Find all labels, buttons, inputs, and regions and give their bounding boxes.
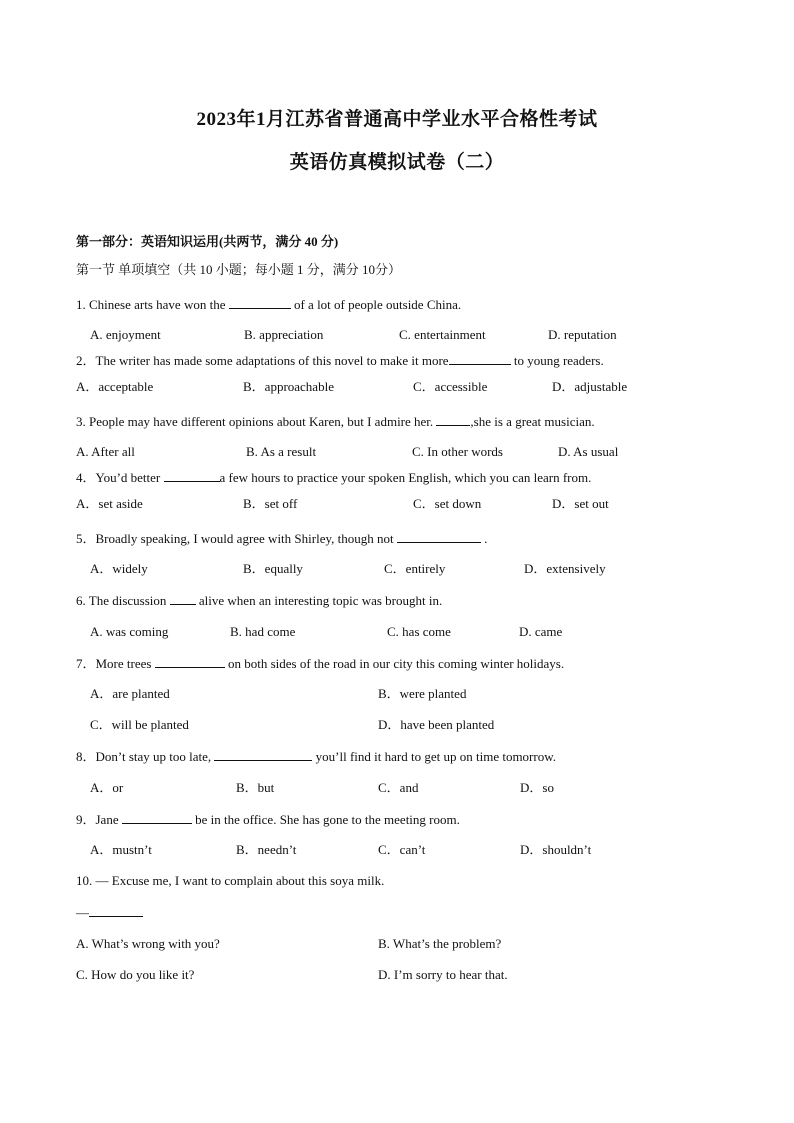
question-6-stem — [76, 592, 442, 609]
question-1-option-a: A. enjoyment — [90, 327, 161, 342]
question-6-option-b: B. had come — [230, 624, 296, 639]
question-5-stem — [76, 530, 487, 547]
answer-blank — [89, 904, 143, 917]
stem-text-a: 3. People may have different opinions about Karen, but I admire her. — [76, 414, 434, 429]
question-3-option-a: A. After all — [76, 444, 135, 459]
question-1-option-b: B. appreciation — [244, 327, 324, 342]
stem-text-b: be in the office. She has gone to the meeting room. — [195, 812, 460, 827]
question-9-option-b: B．needn’t — [236, 842, 297, 857]
question-3-option-d: D. As usual — [558, 444, 619, 459]
page-subtitle: 英语仿真模拟试卷（二） — [289, 152, 505, 173]
question-8-option-b: B．but — [236, 780, 275, 795]
question-7-option-c: C．will be planted — [90, 717, 189, 732]
answer-blank — [229, 296, 291, 309]
question-6-option-d: D. came — [519, 624, 563, 639]
stem-text-b: alive when an interesting topic was brought in. — [198, 593, 443, 608]
question-3-stem — [76, 413, 595, 430]
question-5-option-a: A．widely — [90, 561, 148, 576]
stem-text-a: 6. The discussion — [76, 593, 167, 608]
question-9-option-c: C．can’t — [378, 842, 426, 857]
question-8-option-a: A．or — [90, 780, 124, 795]
question-6-option-a: A. was coming — [90, 624, 169, 639]
stem-text-a: 1. Chinese arts have won the — [76, 297, 226, 312]
question-10-option-c: C. How do you like it? — [76, 967, 195, 982]
stem-text-b: you’ll find it hard to get up on time tomorrow. — [315, 749, 557, 764]
answer-blank — [449, 352, 511, 365]
answer-blank — [155, 655, 225, 668]
question-9-option-d: D．shouldn’t — [520, 842, 592, 857]
stem-text-b: on both sides of the road in our city this coming winter holidays. — [227, 656, 565, 671]
answer-blank — [436, 413, 470, 426]
stem-text-b: ,she is a great musician. — [470, 414, 595, 429]
question-7-stem — [76, 655, 564, 672]
stem-text-b: of a lot of people outside China. — [293, 297, 462, 312]
answer-blank — [170, 592, 196, 605]
question-4-option-b: B．set off — [243, 496, 298, 511]
question-7-option-b: B．were planted — [378, 686, 467, 701]
stem-text-b: to young readers. — [513, 353, 604, 368]
question-8-option-c: C．and — [378, 780, 419, 795]
question-1-option-c: C. entertainment — [399, 327, 486, 342]
question-9-option-a: A．mustn’t — [90, 842, 152, 857]
question-3-option-b: B. As a result — [246, 444, 317, 459]
stem-text-a: 4．You’d better — [76, 470, 161, 485]
question-10-stem: 10. — Excuse me, I want to complain about this soya milk. — [76, 873, 385, 888]
answer-blank — [397, 530, 481, 543]
question-2-option-c: C．accessible — [413, 379, 488, 394]
question-4-stem — [76, 469, 591, 486]
page-title: 2023年1月江苏省普通高中学业水平合格性考试 — [196, 109, 598, 130]
question-4-option-c: C．set down — [413, 496, 482, 511]
reply-dash: — — [76, 905, 89, 920]
question-7-option-a: A．are planted — [90, 686, 170, 701]
answer-blank — [214, 748, 312, 761]
question-2-option-b: B．approachable — [243, 379, 334, 394]
question-8-option-d: D．so — [520, 780, 554, 795]
question-5-option-c: C．entirely — [384, 561, 446, 576]
question-5-option-b: B．equally — [243, 561, 303, 576]
stem-text-b: . — [484, 531, 488, 546]
stem-text-b: a few hours to practice your spoken English, which you can learn from. — [219, 470, 592, 485]
question-10-option-d: D. I’m sorry to hear that. — [378, 967, 508, 982]
section-heading: 第一节 单项填空（共 10 小题；每小题 1 分，满分 10分） — [76, 262, 402, 277]
question-10-option-a: A. What’s wrong with you? — [76, 936, 220, 951]
stem-text-a: 5．Broadly speaking, I would agree with Shirley, though not — [76, 531, 394, 546]
question-1-option-d: D. reputation — [548, 327, 617, 342]
part-heading: 第一部分：英语知识运用(共两节，满分 40 分) — [76, 234, 339, 249]
question-4-option-d: D．set out — [552, 496, 609, 511]
question-4-option-a: A．set aside — [76, 496, 143, 511]
question-10-reply — [76, 904, 143, 921]
stem-text-a: 7．More trees — [76, 656, 152, 671]
answer-blank — [122, 811, 192, 824]
question-5-option-d: D．extensively — [524, 561, 606, 576]
stem-text-a: 2．The writer has made some adaptations of this novel to make it more — [76, 353, 449, 368]
stem-text-a: 8．Don’t stay up too late, — [76, 749, 212, 764]
question-9-stem — [76, 811, 460, 828]
question-7-option-d: D．have been planted — [378, 717, 495, 732]
question-1-stem — [76, 296, 461, 313]
question-8-stem — [76, 748, 556, 765]
question-10-option-b: B. What’s the problem? — [378, 936, 502, 951]
question-2-option-d: D．adjustable — [552, 379, 628, 394]
question-2-stem — [76, 352, 604, 369]
stem-text-a: 9．Jane — [76, 812, 119, 827]
question-2-option-a: A．acceptable — [76, 379, 154, 394]
question-6-option-c: C. has come — [387, 624, 451, 639]
question-3-option-c: C. In other words — [412, 444, 503, 459]
answer-blank — [164, 469, 220, 482]
